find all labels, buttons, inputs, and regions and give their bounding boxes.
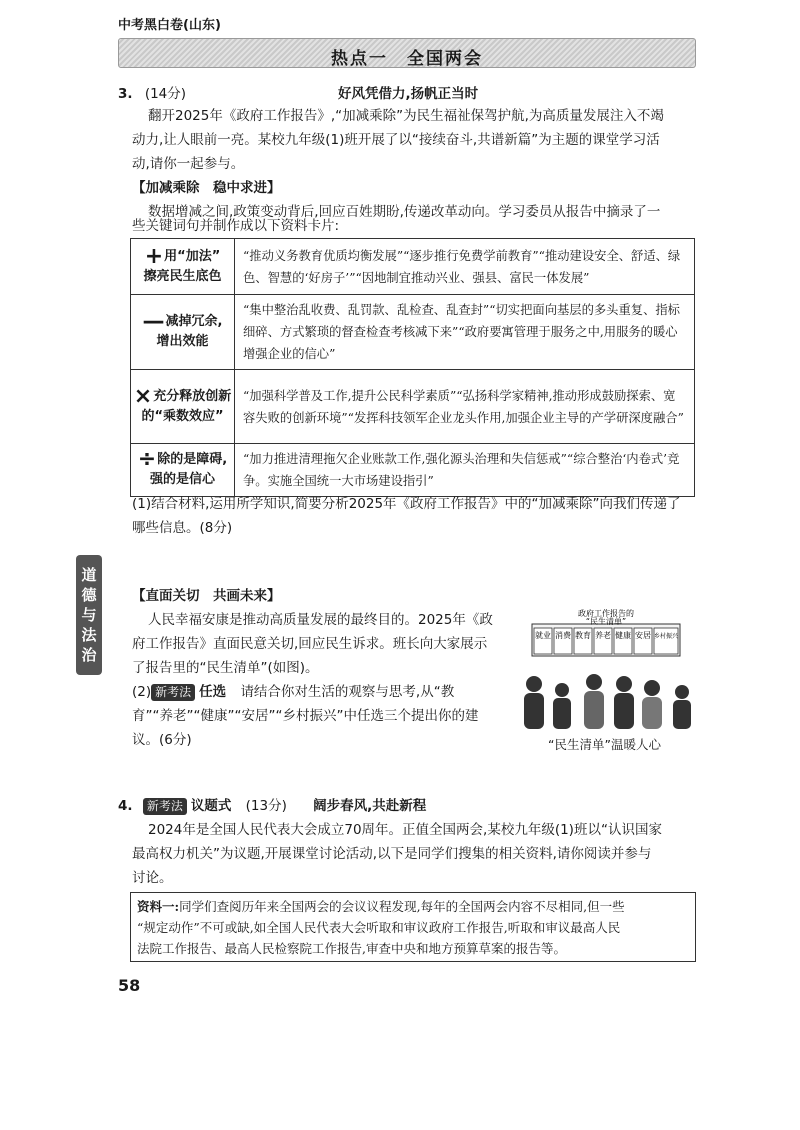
sub-question-2-text: 请结合你对生活的观察与思考,从“教 xyxy=(240,684,455,700)
side-tab-char: 道 xyxy=(81,566,97,584)
material-text: 同学们查阅历年来全国两会的会议议程发现,每年的全国两会内容不尽相同,但一些 xyxy=(179,899,625,914)
side-tab-char: 与 xyxy=(81,606,97,624)
minsheng-list-illustration xyxy=(512,604,700,732)
subject-side-tab xyxy=(76,555,102,675)
material-one-box xyxy=(130,892,696,962)
q3-theme: 好风凭借力,扬帆正当时 xyxy=(338,86,479,102)
tag-label: 消费 xyxy=(555,631,571,640)
card-row-divide xyxy=(131,444,695,497)
section-title-jiajian: 【加减乘除 稳中求进】 xyxy=(132,180,281,196)
section-text-line: 了报告里的“民生清单”(如图)。 xyxy=(132,660,319,676)
sub-question-2-type: 任选 xyxy=(199,684,227,700)
tag-label: 养老 xyxy=(595,631,611,640)
material-line: “规定动作”不可或缺,如全国人民代表大会听取和审议政府工作报告,听取和审议最高人民 xyxy=(137,920,621,935)
section-text-line: 府工作报告》直面民意关切,回应民生诉求。班长向大家展示 xyxy=(132,636,488,652)
q3-number: 3. xyxy=(118,86,133,102)
card-label xyxy=(131,444,235,497)
tag-label: 安居 xyxy=(635,631,651,640)
section-text-line: 数据增减之间,政策变动背后,回应百姓期盼,传递改革动向。学习委员从报告中摘录了一 xyxy=(148,204,661,220)
side-tab-char: 法 xyxy=(81,626,97,644)
figure-caption: “民生清单”温暖人心 xyxy=(548,737,661,752)
q3-intro-line: 翻开2025年《政府工作报告》,“加减乘除”为民生福祉保驾护航,为高质量发展注入不竭 xyxy=(148,108,664,124)
card-label-a: 除的是障碍, xyxy=(157,452,228,467)
multiply-icon: × xyxy=(133,383,153,409)
card-text: “加强科学普及工作,提升公民科学素质”“弘扬科学家精神,推动形成鼓励探索、宽容失败的创新环境”“发挥科技领军企业龙头作用,加强企业主导的产学研深度融合” xyxy=(235,370,695,444)
card-label-b: 强的是信心 xyxy=(149,472,215,487)
q4-number: 4. xyxy=(118,798,133,814)
card-label-b: 增出效能 xyxy=(156,334,209,349)
q3-heading xyxy=(118,84,186,104)
material-cards-table xyxy=(130,238,695,497)
sub-question-2-prefix: (2) xyxy=(132,684,152,700)
tag-label: 健康 xyxy=(615,631,631,640)
sub-question-2-line: 育”“养老”“健康”“安居”“乡村振兴”中任选三个提出你的建 xyxy=(132,708,479,724)
sub-question-1-line: (1)结合材料,运用所学知识,简要分析2025年《政府工作报告》中的“加减乘除”向我们传递了 xyxy=(132,496,681,512)
material-label: 资料一: xyxy=(137,899,180,914)
card-row-multiply xyxy=(131,370,695,444)
card-text: “推动义务教育优质均衡发展”“逐步推行免费学前教育”“推动建设安全、舒适、绿色、智慧的‘好房子’”“因地制宜推动兴业、强县、富民一体发展” xyxy=(235,239,695,295)
new-method-badge: 新考法 xyxy=(143,798,187,815)
card-label xyxy=(131,239,235,295)
material-line: 法院工作报告、最高人民检察院工作报告,审查中央和地方预算草案的报告等。 xyxy=(137,941,566,956)
card-label-b: 的“乘数效应” xyxy=(141,408,224,424)
topic-banner xyxy=(118,38,696,68)
q4-score: (13分) xyxy=(245,798,287,814)
card-label-b: 擦亮民生底色 xyxy=(143,268,222,284)
new-method-badge: 新考法 xyxy=(151,684,195,701)
card-label-a: 充分释放创新 xyxy=(153,388,232,404)
tag-label: 乡村振兴 xyxy=(653,633,679,640)
q4-type: 议题式 xyxy=(190,798,232,814)
card-text: “集中整治乱收费、乱罚款、乱检查、乱查封”“切实把面向基层的多头重复、指标细碎、方式繁琐的督查检查考核减下来”“政府要寓管理于服务之中,用服务的暖心增强企业的信心” xyxy=(235,295,695,370)
minus-icon: — xyxy=(142,309,165,334)
sub-question-2-line xyxy=(132,682,454,702)
section-text-line: 些关键词句并制作成以下资料卡片: xyxy=(132,218,340,234)
plus-icon: + xyxy=(144,243,164,269)
q4-intro-line: 最高权力机关”为议题,开展课堂讨论活动,以下是同学们搜集的相关资料,请你阅读并参与 xyxy=(132,846,652,862)
sub-question-2-line: 议。(6分) xyxy=(132,732,192,748)
people-silhouettes xyxy=(524,674,691,729)
card-label xyxy=(131,370,235,444)
card-row-add xyxy=(131,239,695,295)
side-tab-char: 德 xyxy=(81,586,97,604)
card-label-a: 减掉冗余, xyxy=(165,314,223,329)
banner-subtitle: “民生清单” xyxy=(585,617,627,626)
series-title: 中考黑白卷(山东) xyxy=(118,18,221,33)
card-label xyxy=(131,295,235,370)
q4-heading xyxy=(118,796,426,816)
tag-label: 教育 xyxy=(575,631,591,640)
card-label-a: 用“加法” xyxy=(164,248,221,264)
card-row-subtract xyxy=(131,295,695,370)
page-number: 58 xyxy=(118,976,141,995)
tag-label: 就业 xyxy=(535,631,551,640)
q3-score: (14分) xyxy=(144,86,187,102)
divide-icon: ÷ xyxy=(137,447,157,472)
section-title-guanqie: 【直面关切 共画未来】 xyxy=(132,588,281,604)
section-text-line: 人民幸福安康是推动高质量发展的最终目的。2025年《政 xyxy=(148,612,493,628)
q3-intro-line: 动,请你一起参与。 xyxy=(132,156,245,172)
q3-intro-line: 动力,让人眼前一亮。某校九年级(1)班开展了以“接续奋斗,共谱新篇”为主题的课堂学习活 xyxy=(132,132,660,148)
topic-title: 热点一 全国两会 xyxy=(331,49,483,69)
sub-question-1-line: 哪些信息。(8分) xyxy=(132,520,233,536)
material-line xyxy=(137,896,689,917)
banner-title: 政府工作报告的 xyxy=(578,609,634,618)
card-text: “加力推进清理拖欠企业账款工作,强化源头治理和失信惩戒”“综合整治‘内卷式’竞争。实施全国统一大市场建设指引” xyxy=(235,444,695,497)
side-tab-char: 治 xyxy=(81,646,97,664)
q4-intro-line: 讨论。 xyxy=(132,870,173,886)
q4-intro-line: 2024年是全国人民代表大会成立70周年。正值全国两会,某校九年级(1)班以“认识国家 xyxy=(148,822,662,838)
q4-theme: 阔步春风,共赴新程 xyxy=(313,798,427,814)
